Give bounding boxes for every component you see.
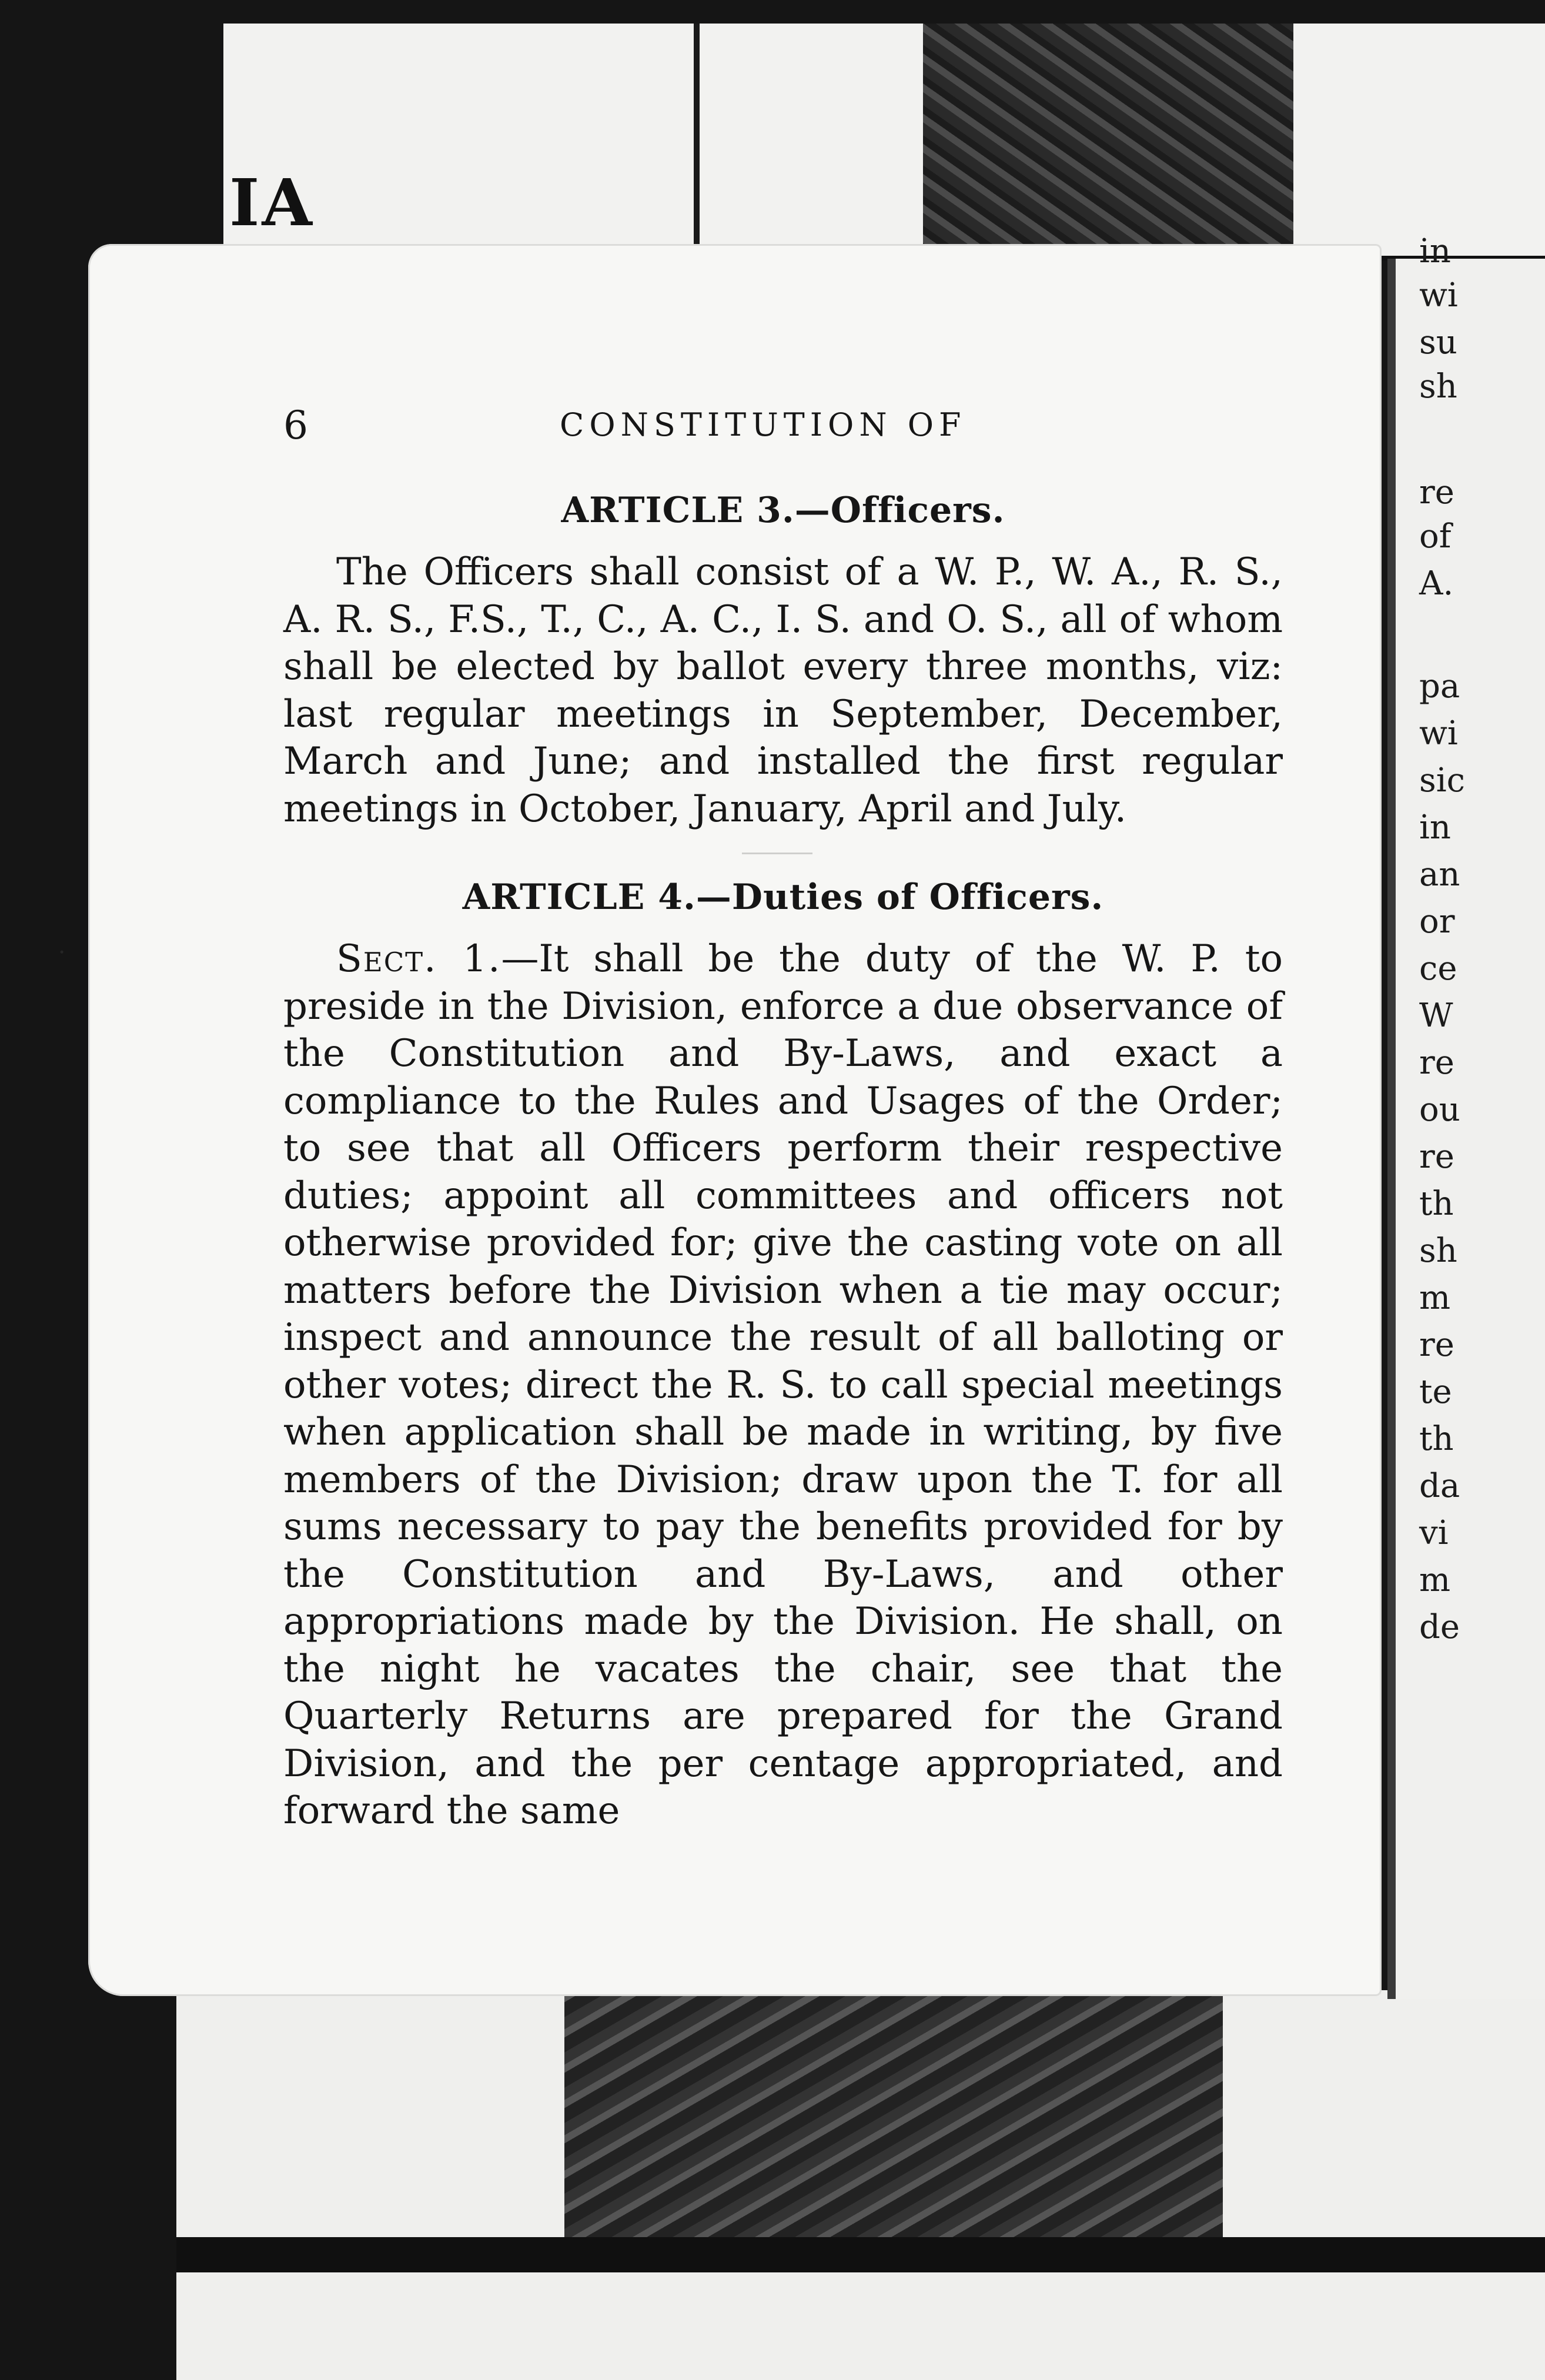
right-page-fragment: sic xyxy=(1419,761,1466,800)
right-page-fragment: m xyxy=(1419,1561,1451,1599)
right-page-fragment: wi xyxy=(1419,276,1458,315)
article-3-heading: ARTICLE 3.—Officers. xyxy=(561,490,1005,531)
right-page-fragment: pa xyxy=(1419,667,1460,706)
right-page-fragment: re xyxy=(1419,1326,1454,1364)
right-page-fragment: re xyxy=(1419,1138,1454,1176)
right-page-fragment: m xyxy=(1419,1279,1451,1317)
right-page-fragment: th xyxy=(1419,1185,1454,1223)
right-page-fragment: te xyxy=(1419,1373,1452,1411)
right-page-fragment: or xyxy=(1419,902,1455,941)
article-4-heading: ARTICLE 4.—Duties of Officers. xyxy=(462,877,1104,918)
book-page xyxy=(88,244,1382,1996)
right-page-fragment: vi xyxy=(1419,1514,1449,1552)
right-page-fragment: wi xyxy=(1419,714,1458,753)
right-page-fragment: de xyxy=(1419,1608,1460,1646)
running-head xyxy=(283,403,1377,467)
right-page-fragment: ou xyxy=(1419,1091,1460,1129)
marbled-endpaper-bottom xyxy=(564,1990,1223,2237)
right-page-fragment: ce xyxy=(1419,950,1457,988)
article-3-text: The Officers shall consist of a W. P., W. A., R. S., A. R. S., F.S., T., C., A. C., I. S. and O. S., all of whom shall be elected by ballot every three months, viz: last regular meetings in September, December, March and June; and installed the first regular meetings in October, January, April and July. xyxy=(283,550,1283,831)
right-page-fragment: re xyxy=(1419,473,1454,512)
binding-shadow xyxy=(176,2237,1545,2272)
section-1-text: —It shall be the duty of the W. P. to preside in the Division, enforce a due observance of the Constitution and By-Laws, and exact a compliance to the Rules and Usages of the Order; to see that all Officers perform their respective duties; appoint all committees and officers not otherwise provided for; give the casting vote on all matters before the Division when a tie may occur; inspect and announce the result of all balloting or other votes; direct the R. S. to call special meetings when application shall be made in writing, by five members of the Division; draw upon the T. for all sums necessary to pay the benefits provided for by the Constitution and By-Laws, and other appropriations made by the Division. He shall, on the night he vacates the chair, see that the Quarterly Returns are prepared for the Grand Division, and the per centage appropriated, and forward the same xyxy=(283,937,1283,1833)
page-number: 6 xyxy=(283,403,308,448)
right-page-fragment: th xyxy=(1419,1420,1454,1458)
right-page-fragment: W xyxy=(1419,997,1453,1035)
right-page-fragment: A. xyxy=(1419,564,1454,603)
adjacent-right-page xyxy=(1387,232,1545,1999)
underlying-page-top xyxy=(223,24,1545,260)
right-page-fragment: re xyxy=(1419,1044,1454,1082)
section-label: Sect. 1. xyxy=(336,937,501,981)
right-page-fragment: sh xyxy=(1419,367,1457,406)
section-divider xyxy=(742,853,812,854)
right-page-fragment: su xyxy=(1419,323,1457,362)
right-page-fragment: sh xyxy=(1419,1232,1457,1270)
article-4-text xyxy=(283,935,1283,1835)
right-page-fragment: da xyxy=(1419,1467,1460,1505)
right-page-fragment: of xyxy=(1419,517,1452,556)
right-page-fragment: in xyxy=(1419,232,1451,270)
page-edge-line xyxy=(694,24,700,256)
marbled-endpaper xyxy=(923,24,1293,256)
underlying-page-bottom xyxy=(176,1990,1545,2380)
right-page-fragment: in xyxy=(1419,808,1451,847)
page-text-block xyxy=(283,403,1377,1835)
right-page-fragment: an xyxy=(1419,855,1460,894)
running-title: CONSTITUTION OF xyxy=(560,406,967,443)
underlying-page-fragment: IA xyxy=(229,165,315,240)
